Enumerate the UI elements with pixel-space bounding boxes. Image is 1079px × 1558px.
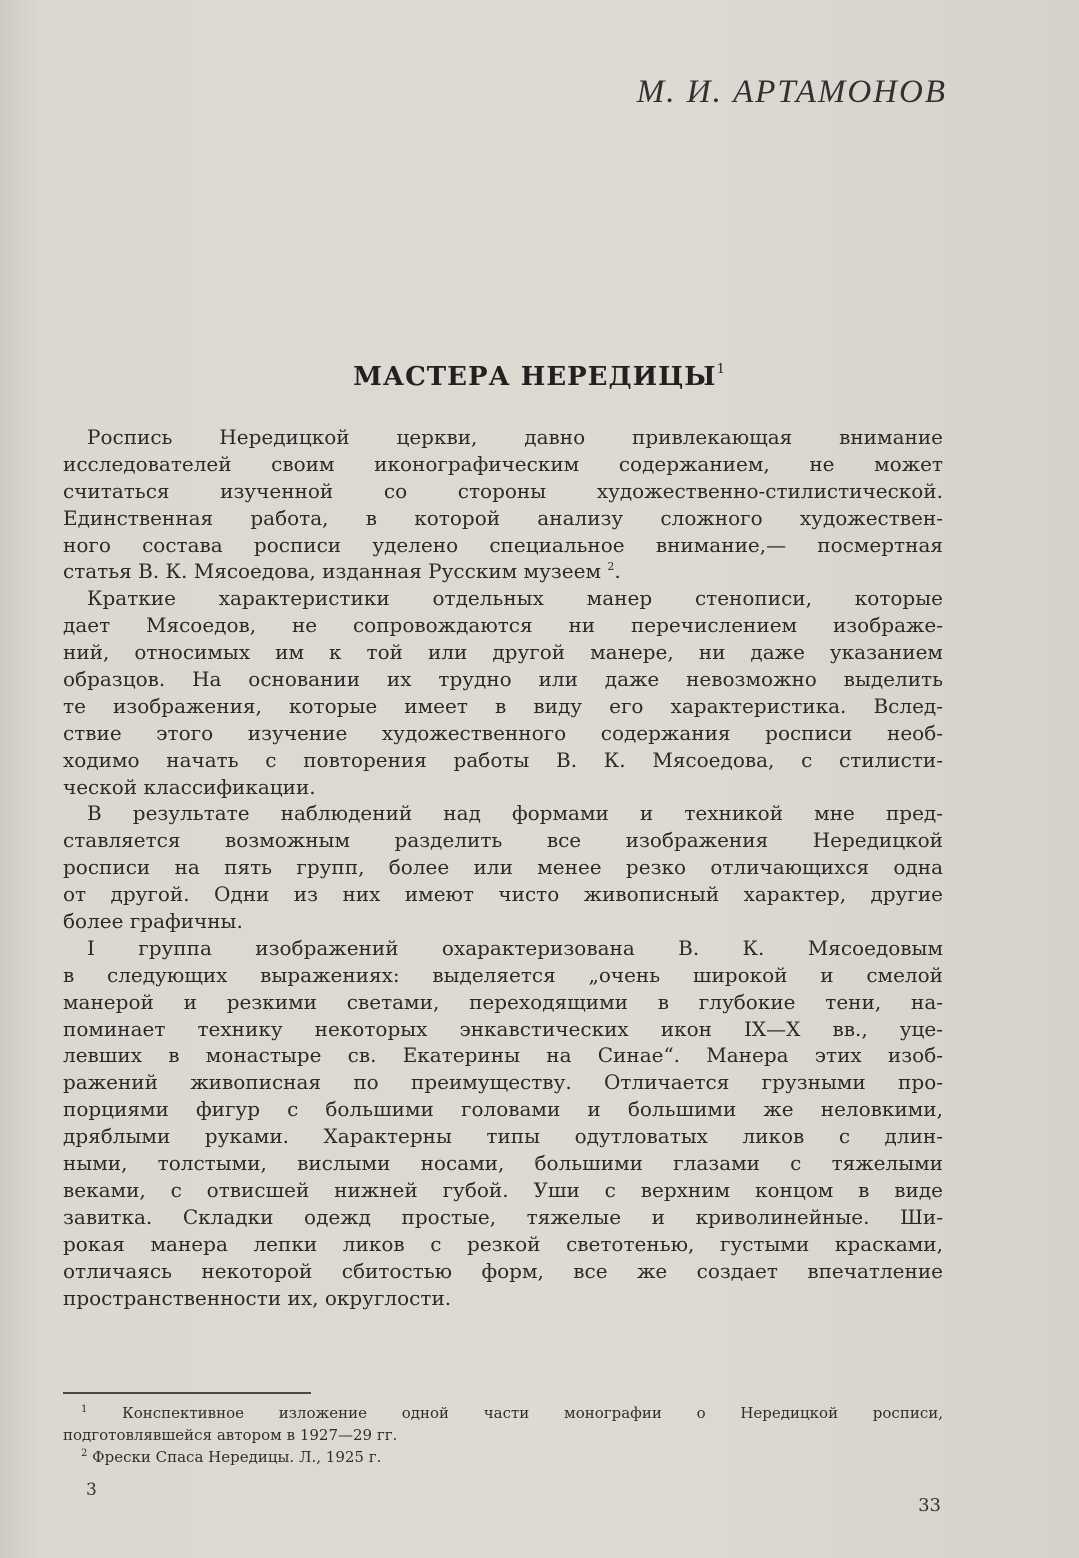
text-line: те изображения, которые имеет в виду его характеристика. Вслед- [63, 693, 943, 718]
footnote-mark: 1 [81, 1404, 88, 1415]
text-line: образцов. На основании их трудно или даже невозможно выделить [63, 667, 943, 692]
footnote-ref-2: 2 [607, 560, 615, 574]
author-name: М. И. АРТАМОНОВ [636, 74, 947, 110]
text-line: ствие этого изучение художественного содержания росписи необ- [63, 720, 943, 745]
text-line [63, 558, 943, 585]
footnote-mark: 2 [81, 1448, 88, 1459]
text-line: Роспись Нередицкой церкви, давно привлекающая внимание [87, 425, 943, 449]
footnote-text: Конспективное изложение одной части монографии о Нередицкой росписи, [122, 1404, 943, 1422]
text-line: отличаясь некоторой сбитостью форм, все же создает впечатление [63, 1258, 943, 1283]
text-line: ческой классификации. [63, 774, 316, 799]
page-number: 33 [918, 1495, 941, 1516]
text-line: дряблыми руками. Характерны типы одутловатых ликов с длин- [63, 1124, 943, 1149]
text-line: ражений живописная по преимуществу. Отличается грузными про- [63, 1070, 943, 1095]
text-line: поминает технику некоторых энкавстических икон IX—X вв., уце- [63, 1016, 943, 1041]
text-line: рокая манера лепки ликов с резкой светотенью, густыми красками, [63, 1231, 943, 1256]
text-line: I группа изображений охарактеризована В. К. Мясоедовым [87, 935, 943, 960]
sentence-end: . [614, 559, 621, 584]
text-line: ного состава росписи уделено специальное внимание,— посмертная [63, 532, 943, 557]
text-line: считаться изученной со стороны художественно-стилистической. [63, 478, 943, 503]
text-line: манерой и резкими светами, переходящими в глубокие тени, на- [63, 989, 943, 1014]
text-line: росписи на пять групп, более или менее резко отличающихся одна [63, 855, 943, 880]
text-line: Единственная работа, в которой анализу сложного художествен- [63, 505, 943, 530]
text-line: ний, относимых им к той или другой манере, ни даже указанием [63, 640, 943, 665]
footnotes [63, 1402, 943, 1468]
text-line: порциями фигур с большими головами и большими же неловкими, [63, 1097, 943, 1122]
text-line: более графичны. [63, 909, 243, 934]
title-footnote-mark: 1 [716, 362, 726, 377]
text-line: ными, толстыми, вислыми носами, большими глазами с тяжелыми [63, 1151, 943, 1176]
text-line: ходимо начать с повторения работы В. К. Мясоедова, с стилисти- [63, 747, 943, 772]
article-body [63, 424, 943, 1311]
footnote-divider [63, 1392, 311, 1394]
footnote-1 [63, 1402, 943, 1424]
text-line: завитка. Складки одежд простые, тяжелые и криволинейные. Ши- [63, 1204, 943, 1229]
text-line: В результате наблюдений над формами и техникой мне пред- [87, 801, 943, 826]
footnote-text: Фрески Спаса Нередицы. Л., 1925 г. [92, 1448, 382, 1466]
text-line: пространственности их, округлости. [63, 1285, 452, 1310]
text-line: ставляется возможным разделить все изображения Нередицкой [63, 828, 943, 853]
text-line: Краткие характеристики отдельных манер стенописи, которые [87, 586, 943, 611]
text-line: исследователей своим иконографическим содержанием, не может [63, 451, 943, 476]
text-line: от другой. Одни из них имеют чисто живописный характер, другие [63, 882, 943, 907]
text-line: в следующих выражениях: выделяется „очень широкой и смелой [63, 962, 943, 987]
article-title [0, 362, 1079, 392]
article-title-text: МАСТЕРА НЕРЕДИЦЫ [353, 362, 717, 392]
text-line: левших в монастыре св. Екатерины на Синае“. Манера этих изоб- [63, 1043, 943, 1068]
printer-signature-mark: 3 [86, 1480, 97, 1500]
text-line: веками, с отвисшей нижней губой. Уши с верхним концом в виде [63, 1177, 943, 1202]
footnote-1-cont: подготовлявшейся автором в 1927—29 гг. [63, 1426, 398, 1444]
text-line-content: статья В. К. Мясоедова, изданная Русским музеем [63, 559, 602, 584]
footnote-2 [63, 1446, 943, 1468]
text-line: дает Мясоедов, не сопровождаются ни перечислением изображе- [63, 613, 943, 638]
